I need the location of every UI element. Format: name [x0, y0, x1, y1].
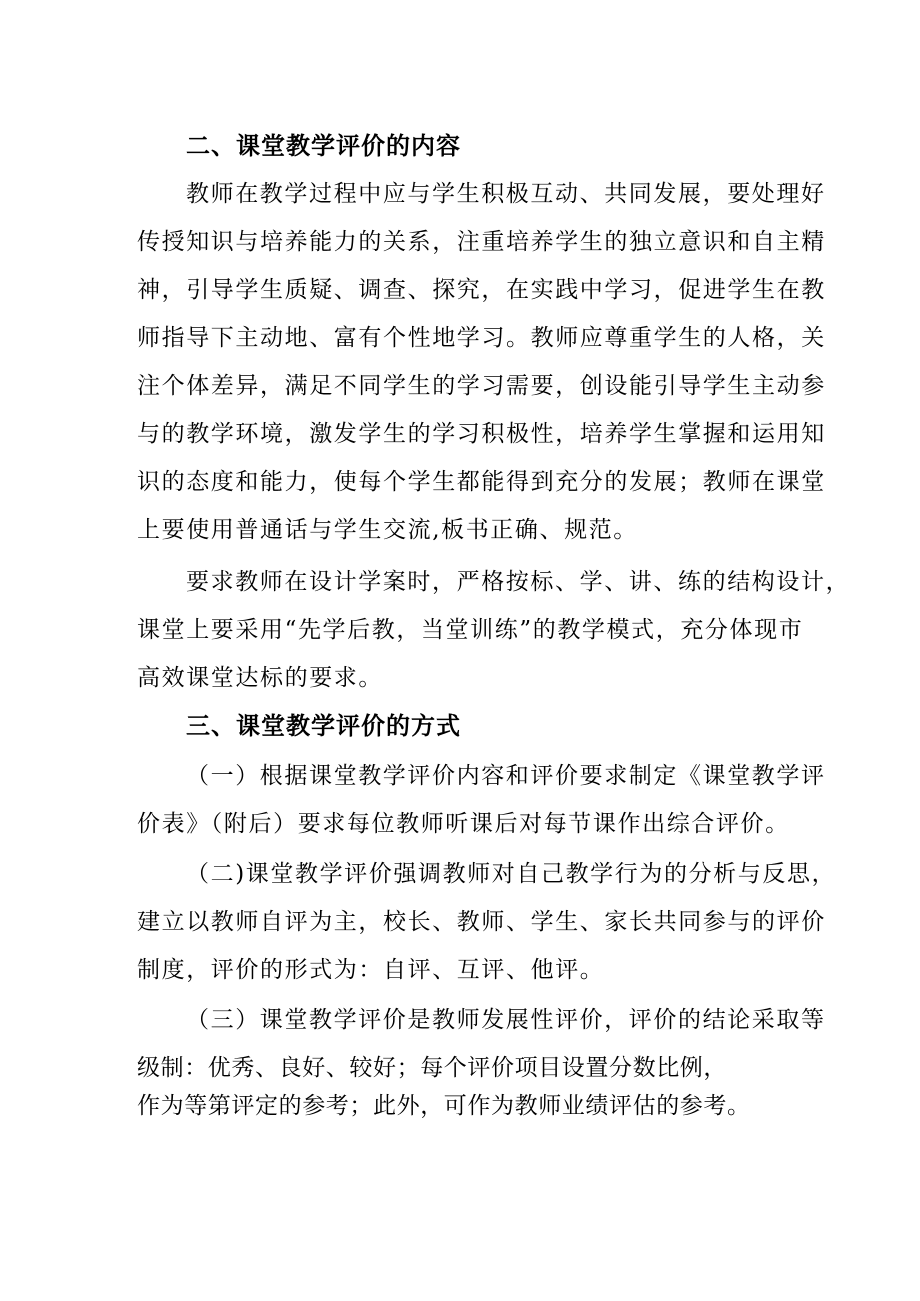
list-item-line: 作为等第评定的参考；此外，可作为教师业绩评估的参考。	[137, 1093, 751, 1119]
paragraph-line: 高效课堂达标的要求。	[137, 665, 383, 691]
paragraph-line: 师指导下主动地、富有个性地学习。教师应尊重学生的人格，关	[137, 325, 826, 351]
list-item-line: 建立以教师自评为主，校长、教师、学生、家长共同参与的评价	[137, 909, 826, 935]
paragraph-line: 要求教师在设计学案时，严格按标、学、讲、练的结构设计，	[186, 569, 851, 595]
list-item-line: （三）课堂教学评价是教师发展性评价，评价的结论采取等	[186, 1007, 826, 1033]
paragraph-line: 神，引导学生质疑、调查、探究，在实践中学习，促进学生在教	[137, 277, 826, 303]
paragraph-line: 教师在教学过程中应与学生积极互动、共同发展，要处理好	[186, 181, 826, 207]
paragraph-line: 课堂上要采用“先学后教，当堂训练”的教学模式，充分体现市	[137, 617, 804, 643]
list-item-line: 制度，评价的形式为：自评、互评、他评。	[137, 957, 605, 983]
paragraph-line: 上要使用普通话与学生交流,板书正确、规范。	[137, 517, 638, 543]
list-item-line: 价表》（附后）要求每位教师听课后对每节课作出综合评价。	[137, 811, 790, 837]
paragraph-line: 传授知识与培养能力的关系，注重培养学生的独立意识和自主精	[137, 229, 826, 255]
list-item-line: 级制：优秀、良好、较好；每个评价项目设置分数比例，	[137, 1055, 727, 1081]
section-heading-3: 三、课堂教学评价的方式	[186, 712, 461, 740]
list-item-line: （一）根据课堂教学评价内容和评价要求制定《课堂教学评	[186, 763, 826, 789]
paragraph-line: 识的态度和能力，使每个学生都能得到充分的发展；教师在课堂	[137, 469, 826, 495]
section-heading-2: 二、课堂教学评价的内容	[186, 132, 461, 160]
paragraph-line: 注个体差异，满足不同学生的学习需要，创设能引导学生主动参	[137, 373, 826, 399]
paragraph-line: 与的教学环境，激发学生的学习积极性，培养学生掌握和运用知	[137, 421, 826, 447]
list-item-line: （二)课堂教学评价强调教师对自己教学行为的分析与反思，	[186, 861, 837, 887]
